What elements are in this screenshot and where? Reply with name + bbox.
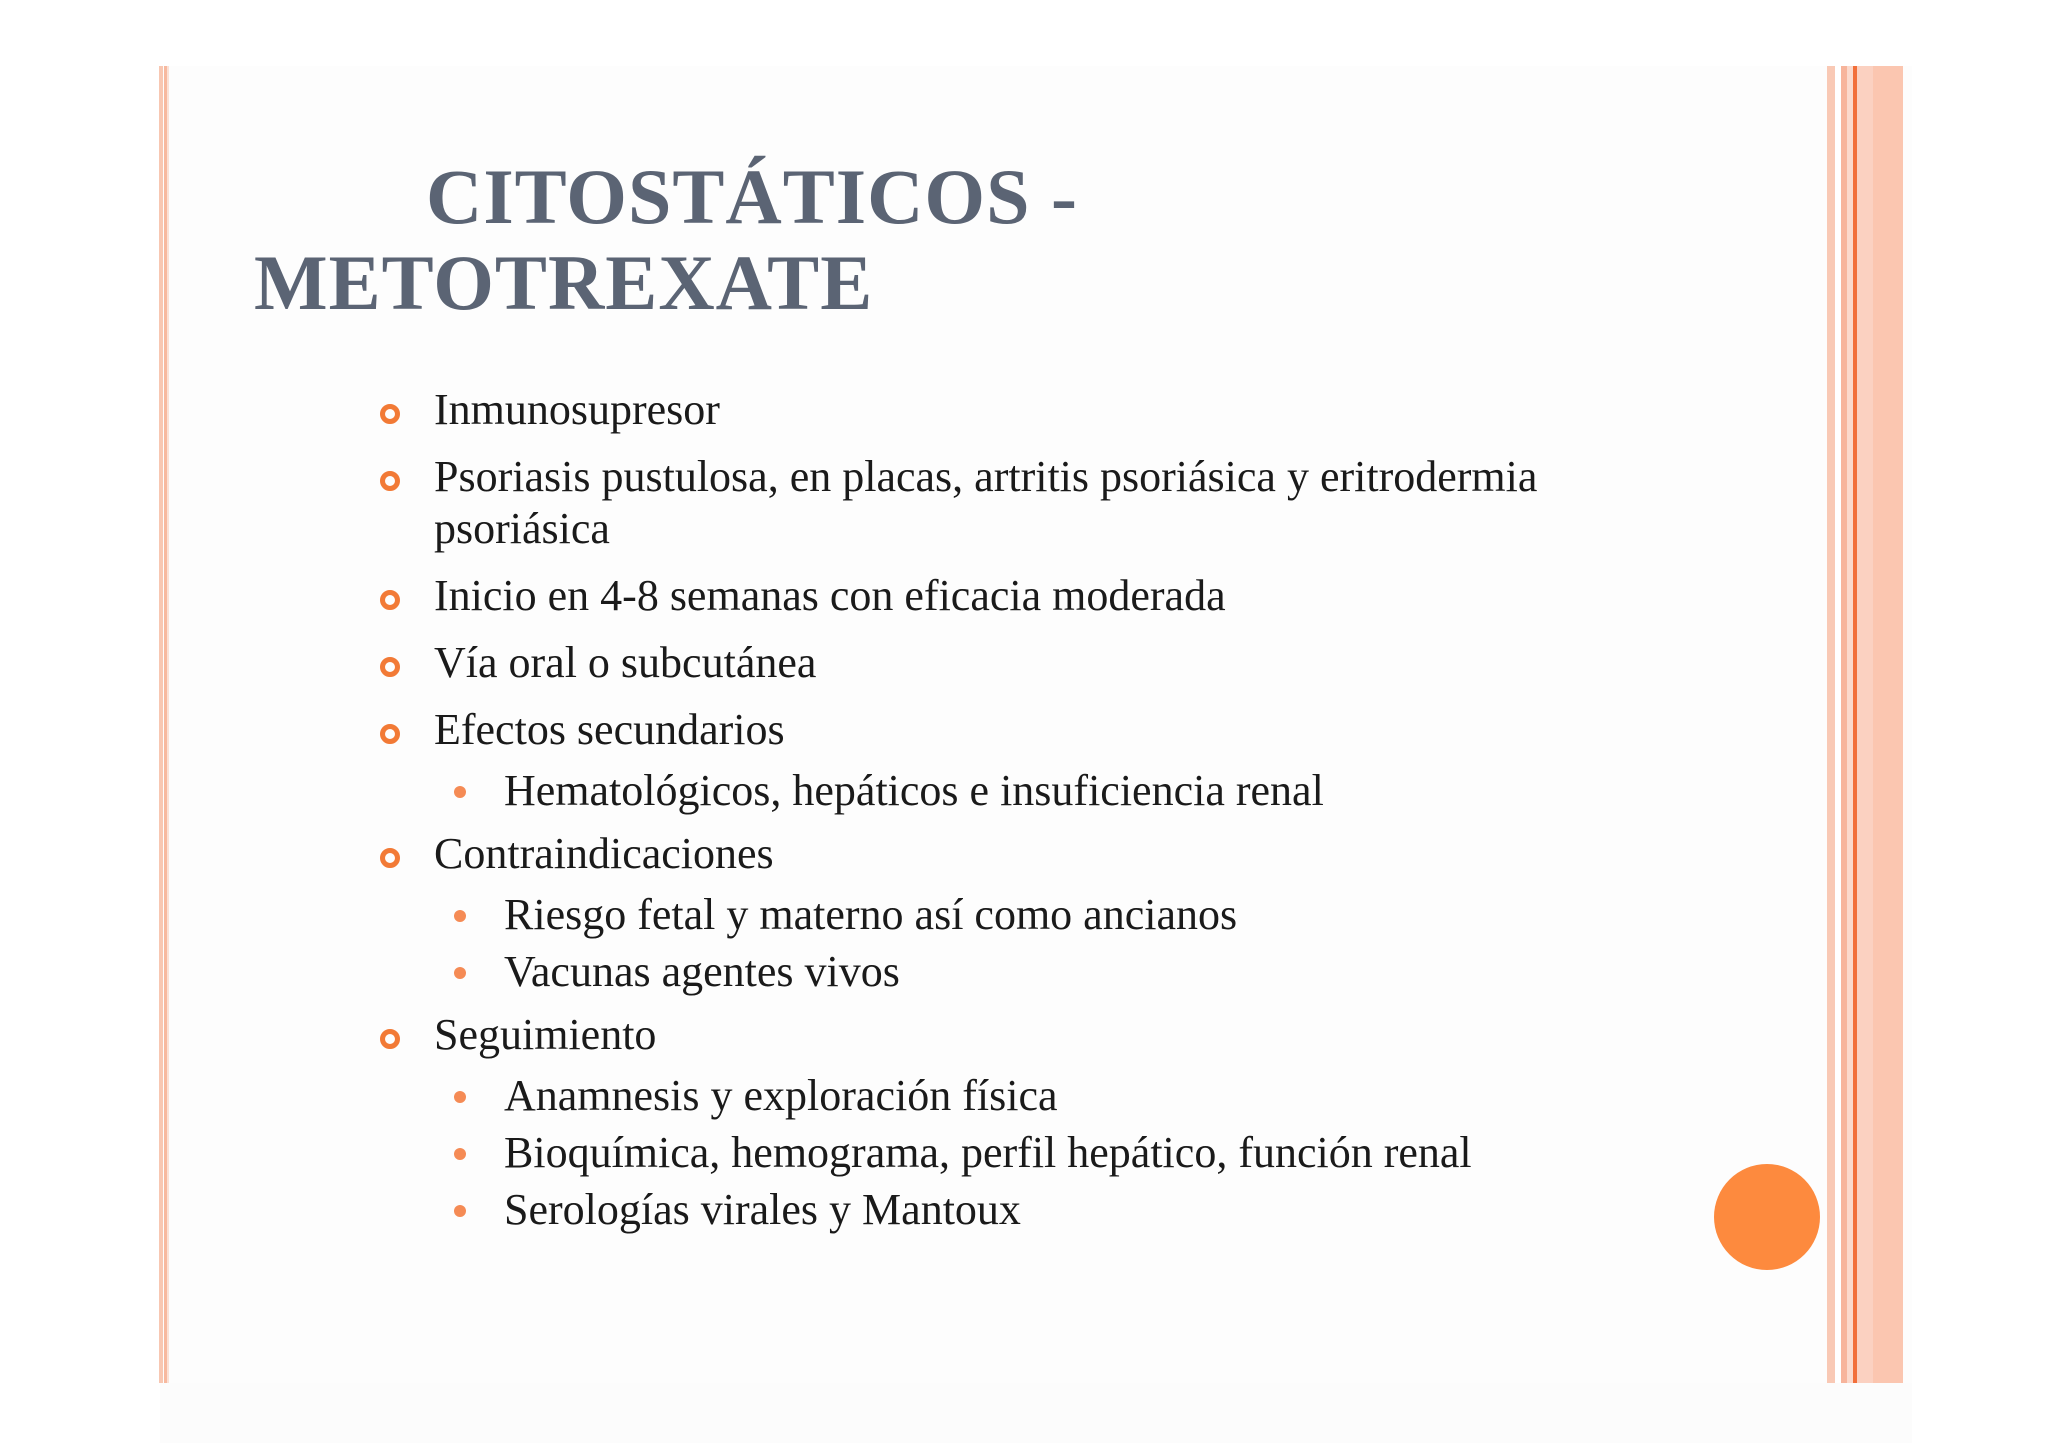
ring-bullet-icon [380,404,400,424]
ring-bullet-icon [380,1029,400,1049]
bullet-item [380,451,1720,555]
sub-bullet-text: Serologías virales y Mantoux [504,1185,1021,1234]
sub-bullet-item [380,889,1720,941]
title-line-1: CITOSTÁTICOS - [426,153,1078,240]
bullet-item [380,828,1720,880]
slide-bottom-margin [160,1383,1912,1443]
dot-bullet-icon [454,1091,466,1103]
dot-bullet-icon [454,1148,466,1160]
dot-bullet-icon [454,910,466,922]
ring-bullet-icon [380,590,400,610]
sub-bullet-text: Hematológicos, hepáticos e insuficiencia renal [504,766,1324,815]
sub-bullet-text: Riesgo fetal y materno así como ancianos [504,890,1238,939]
sub-bullet-text: Vacunas agentes vivos [504,947,900,996]
orange-circle-icon [1714,1164,1820,1270]
bullet-item [380,1009,1720,1061]
ring-bullet-icon [380,724,400,744]
sub-bullet-text: Bioquímica, hemograma, perfil hepático, función renal [504,1128,1472,1177]
left-stripe [159,66,163,1383]
bullet-text: Inmunosupresor [434,385,720,434]
bullet-list [380,384,1720,1247]
bullet-text: Seguimiento [434,1010,657,1059]
bullet-item [380,384,1720,436]
bullet-text: Psoriasis pustulosa, en placas, artritis psoriásica y eritrodermia psoriásica [434,452,1538,553]
bullet-item [380,570,1720,622]
slide-title [254,154,1454,326]
title-line-2: METOTREXATE [254,239,874,326]
bullet-text: Inicio en 4-8 semanas con eficacia moderada [434,571,1226,620]
ring-bullet-icon [380,848,400,868]
bullet-text: Vía oral o subcutánea [434,638,817,687]
ring-bullet-icon [380,471,400,491]
dot-bullet-icon [454,1205,466,1217]
bullet-text: Efectos secundarios [434,705,785,754]
dot-bullet-icon [454,967,466,979]
sub-bullet-item [380,765,1720,817]
sub-bullet-item [380,946,1720,998]
right-stripe [1827,66,1835,1383]
left-stripe [167,66,169,1383]
dot-bullet-icon [454,786,466,798]
ring-bullet-icon [380,657,400,677]
sub-bullet-item [380,1184,1720,1236]
bullet-text: Contraindicaciones [434,829,774,878]
right-stripe [1873,66,1903,1383]
sub-bullet-item [380,1070,1720,1122]
sub-bullet-text: Anamnesis y exploración física [504,1071,1058,1120]
bullet-item [380,704,1720,756]
bullet-item [380,637,1720,689]
sub-bullet-item [380,1127,1720,1179]
right-stripe [1857,66,1873,1383]
